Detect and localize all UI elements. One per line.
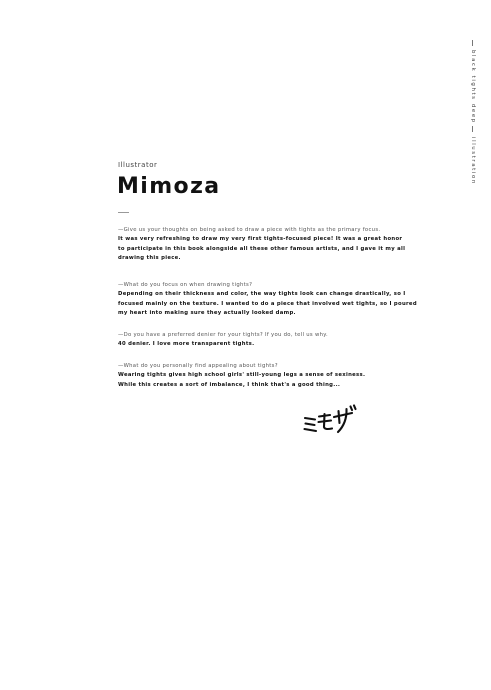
answer-line: drawing this piece. bbox=[118, 255, 181, 261]
answer-line: my heart into making sure they actually looked damp. bbox=[118, 310, 296, 316]
section-label: illustration bbox=[470, 137, 476, 185]
answer-line: focused mainly on the texture. I wanted to do a piece that involved wet tights, so I poured bbox=[118, 300, 417, 307]
signature-image bbox=[302, 404, 358, 434]
divider bbox=[472, 40, 473, 46]
divider bbox=[472, 126, 473, 132]
answer-line: to participate in this book alongside all these other famous artists, and I gave it my all bbox=[118, 245, 406, 252]
question: —Do you have a preferred denier for your tights? If you do, tell us why. bbox=[118, 332, 328, 338]
artist-name: Mimoza bbox=[117, 174, 221, 199]
book-title: black tights deep bbox=[470, 50, 476, 124]
question: —What do you focus on when drawing tights? bbox=[118, 282, 253, 288]
side-tag bbox=[466, 40, 480, 200]
qa-block bbox=[118, 226, 418, 264]
answer-line: It was very refreshing to draw my very first tights-focused piece! It was a great honor bbox=[118, 236, 403, 242]
answer-line: 40 denier. I love more transparent tights. bbox=[118, 341, 255, 347]
answer-line: While this creates a sort of imbalance, I think that's a good thing... bbox=[118, 381, 341, 388]
title-rule bbox=[118, 212, 129, 213]
question: —Give us your thoughts on being asked to draw a piece with tights as the primary focus. bbox=[118, 227, 381, 233]
answer-line: Depending on their thickness and color, the way tights look can change drastically, so I bbox=[118, 291, 406, 297]
artist-role: Illustrator bbox=[118, 161, 158, 169]
question: —What do you personally find appealing about tights? bbox=[118, 363, 278, 369]
qa-block bbox=[118, 362, 418, 390]
answer-line: Wearing tights gives high school girls' still-young legs a sense of sexiness. bbox=[118, 372, 366, 378]
qa-block bbox=[118, 281, 418, 319]
qa-block bbox=[118, 331, 418, 350]
